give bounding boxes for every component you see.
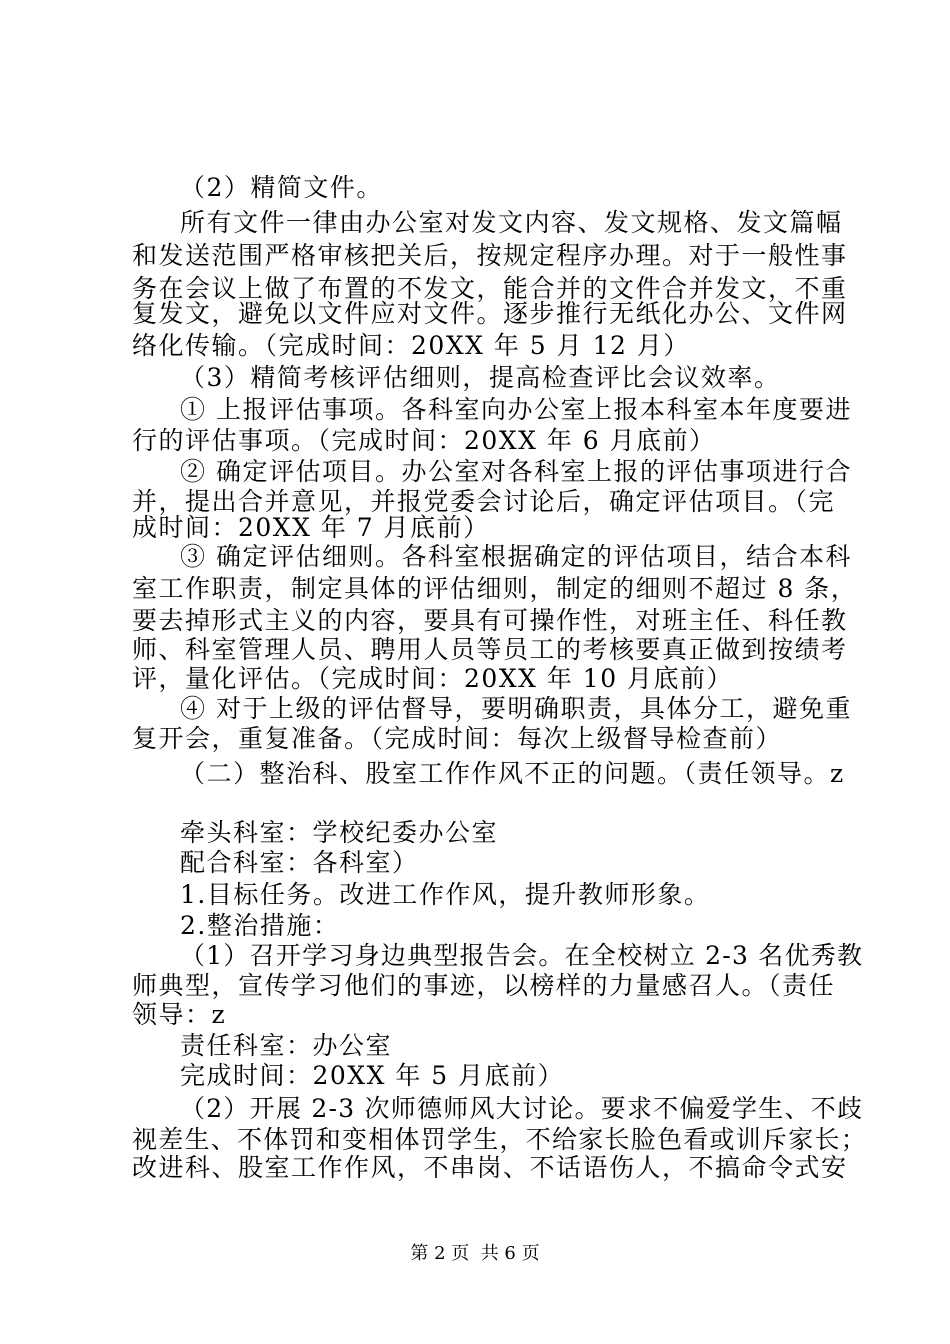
section-heading: （二）整治科、股室工作作风不正的问题。（责任领导。z: [180, 759, 845, 788]
text-line: 视差生、不体罚和变相体罚学生，不给家长脸色看或训斥家长；: [132, 1125, 868, 1154]
text-line: 改进科、股室工作作风，不串岗、不话语伤人，不搞命令式安: [132, 1153, 848, 1182]
text-line: ① 上报评估事项。各科室向办公室上报本科室本年度要进: [180, 395, 852, 424]
text-line: 所有文件一律由办公室对发文内容、发文规格、发文篇幅: [180, 208, 843, 237]
text-line: （3）精简考核评估细则，提高检查评比会议效率。: [180, 363, 781, 392]
text-line: 并，提出合并意见，并报党委会讨论后，确定评估项目。（完: [132, 487, 836, 516]
text-line: ④ 对于上级的评估督导，要明确职责，具体分工，避免重: [180, 694, 852, 723]
page-footer: 第 2 页 共 6 页: [410, 1243, 540, 1264]
text-line: 配合科室：各科室）: [180, 848, 419, 877]
text-line: 要去掉形式主义的内容，要具有可操作性，对班主任、科任教: [132, 606, 848, 635]
text-line: ③ 确定评估细则。各科室根据确定的评估项目，结合本科: [180, 542, 852, 571]
text-line: 2.整治措施：: [180, 911, 340, 940]
text-line: 室工作职责，制定具体的评估细则，制定的细则不超过 8 条，: [132, 574, 858, 603]
text-line: 完成时间：20XX 年 5 月底前）: [180, 1061, 565, 1090]
text-line: （2）开展 2-3 次师德师风大讨论。要求不偏爱学生、不歧: [180, 1094, 864, 1123]
text-line: 师典型，宣传学习他们的事迹，以榜样的力量感召人。（责任: [132, 971, 836, 1000]
text-line: 1.目标任务。改进工作作风，提升教师形象。: [180, 880, 711, 909]
text-line: 复开会，重复准备。（完成时间：每次上级督导检查前）: [132, 724, 783, 753]
text-line: （2）精简文件。: [180, 173, 383, 202]
text-line: 行的评估事项。（完成时间：20XX 年 6 月底前）: [132, 426, 716, 455]
text-line: 络化传输。（完成时间：20XX 年 5 月 12 月）: [132, 331, 690, 360]
text-line: 务在会议上做了布置的不发文，能合并的文件合并发文，不重: [132, 274, 848, 303]
text-line: ② 确定评估项目。办公室对各科室上报的评估事项进行合: [180, 457, 852, 486]
text-line: 领导：z: [132, 1000, 227, 1029]
text-line: 责任科室：办公室: [180, 1031, 393, 1060]
text-line: 师、科室管理人员、聘用人员等员工的考核要真正做到按绩考: [132, 635, 848, 664]
text-line: 复发文，避免以文件应对文件。逐步推行无纸化办公、文件网: [132, 299, 848, 328]
text-line: 和发送范围严格审核把关后，按规定程序办理。对于一般性事: [132, 241, 848, 270]
text-line: 评，量化评估。（完成时间：20XX 年 10 月底前）: [132, 664, 734, 693]
text-line: 牵头科室：学校纪委办公室: [180, 818, 499, 847]
text-line: （1）召开学习身边典型报告会。在全校树立 2-3 名优秀教: [180, 941, 864, 970]
text-line: 成时间：20XX 年 7 月底前）: [132, 513, 490, 542]
